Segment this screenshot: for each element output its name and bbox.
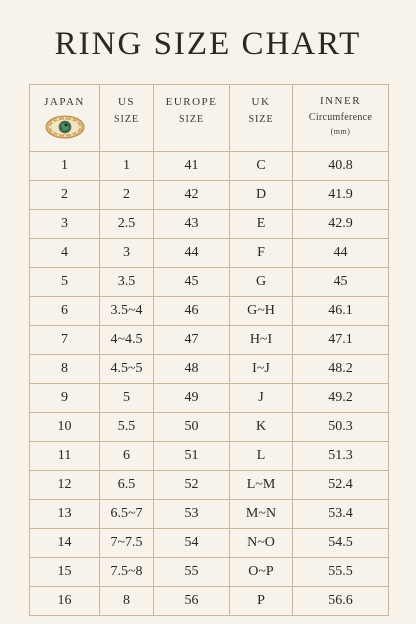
cell-uk: D xyxy=(230,181,293,210)
cell-uk: P xyxy=(230,587,293,616)
cell-japan: 14 xyxy=(30,529,100,558)
cell-inner: 46.1 xyxy=(293,297,389,326)
cell-inner: 47.1 xyxy=(293,326,389,355)
cell-europe: 55 xyxy=(154,558,230,587)
cell-japan: 12 xyxy=(30,471,100,500)
cell-us: 5 xyxy=(100,384,154,413)
cell-inner: 42.9 xyxy=(293,210,389,239)
cell-inner: 41.9 xyxy=(293,181,389,210)
cell-uk: K xyxy=(230,413,293,442)
cell-us: 7.5~8 xyxy=(100,558,154,587)
cell-europe: 49 xyxy=(154,384,230,413)
cell-inner: 49.2 xyxy=(293,384,389,413)
cell-inner: 54.5 xyxy=(293,529,389,558)
cell-inner: 45 xyxy=(293,268,389,297)
table-row xyxy=(30,355,389,384)
cell-uk: N~O xyxy=(230,529,293,558)
header-europe xyxy=(154,85,230,152)
table-row xyxy=(30,442,389,471)
cell-japan: 8 xyxy=(30,355,100,384)
table-row xyxy=(30,210,389,239)
header-japan-label: JAPAN xyxy=(44,96,85,108)
cell-inner: 44 xyxy=(293,239,389,268)
cell-us: 7~7.5 xyxy=(100,529,154,558)
cell-uk: L~M xyxy=(230,471,293,500)
cell-japan: 2 xyxy=(30,181,100,210)
cell-us: 2 xyxy=(100,181,154,210)
cell-inner: 50.3 xyxy=(293,413,389,442)
cell-japan: 9 xyxy=(30,384,100,413)
cell-europe: 47 xyxy=(154,326,230,355)
cell-us: 6.5 xyxy=(100,471,154,500)
cell-us: 4~4.5 xyxy=(100,326,154,355)
header-uk-line1: UK xyxy=(251,96,271,108)
header-inner-line3: (mm) xyxy=(330,127,351,136)
cell-europe: 45 xyxy=(154,268,230,297)
page-title: RING SIZE CHART xyxy=(54,26,362,62)
cell-japan: 10 xyxy=(30,413,100,442)
cell-japan: 16 xyxy=(30,587,100,616)
table-row xyxy=(30,587,389,616)
cell-uk: I~J xyxy=(230,355,293,384)
table-row xyxy=(30,181,389,210)
cell-europe: 48 xyxy=(154,355,230,384)
cell-japan: 1 xyxy=(30,152,100,181)
cell-us: 1 xyxy=(100,152,154,181)
table-row xyxy=(30,558,389,587)
cell-europe: 52 xyxy=(154,471,230,500)
header-us xyxy=(100,85,154,152)
cell-japan: 6 xyxy=(30,297,100,326)
cell-us: 8 xyxy=(100,587,154,616)
table-row xyxy=(30,326,389,355)
header-japan xyxy=(30,85,100,152)
header-europe-line2: SIZE xyxy=(178,114,205,125)
cell-japan: 5 xyxy=(30,268,100,297)
cell-us: 6 xyxy=(100,442,154,471)
cell-japan: 7 xyxy=(30,326,100,355)
eye-ring-icon xyxy=(44,114,86,140)
header-uk xyxy=(230,85,293,152)
cell-europe: 41 xyxy=(154,152,230,181)
table-row xyxy=(30,529,389,558)
cell-japan: 13 xyxy=(30,500,100,529)
cell-inner: 51.3 xyxy=(293,442,389,471)
table-row xyxy=(30,297,389,326)
cell-us: 2.5 xyxy=(100,210,154,239)
cell-japan: 15 xyxy=(30,558,100,587)
header-europe-line1: EUROPE xyxy=(165,96,218,108)
header-inner-line1: INNER xyxy=(319,95,362,107)
cell-uk: G xyxy=(230,268,293,297)
cell-europe: 50 xyxy=(154,413,230,442)
cell-inner: 40.8 xyxy=(293,152,389,181)
cell-us: 4.5~5 xyxy=(100,355,154,384)
table-row xyxy=(30,500,389,529)
cell-japan: 3 xyxy=(30,210,100,239)
cell-us: 5.5 xyxy=(100,413,154,442)
cell-inner: 53.4 xyxy=(293,500,389,529)
table-row xyxy=(30,152,389,181)
header-inner xyxy=(293,85,389,152)
cell-europe: 44 xyxy=(154,239,230,268)
cell-uk: M~N xyxy=(230,500,293,529)
cell-europe: 53 xyxy=(154,500,230,529)
cell-europe: 56 xyxy=(154,587,230,616)
cell-uk: L xyxy=(230,442,293,471)
cell-japan: 11 xyxy=(30,442,100,471)
cell-inner: 55.5 xyxy=(293,558,389,587)
cell-uk: H~I xyxy=(230,326,293,355)
table-row xyxy=(30,413,389,442)
cell-uk: C xyxy=(230,152,293,181)
header-us-line2: SIZE xyxy=(113,114,140,125)
cell-europe: 46 xyxy=(154,297,230,326)
header-inner-line2: Circumference xyxy=(308,112,373,123)
cell-uk: G~H xyxy=(230,297,293,326)
cell-inner: 48.2 xyxy=(293,355,389,384)
ring-size-table xyxy=(29,84,389,616)
cell-us: 3.5 xyxy=(100,268,154,297)
cell-us: 3.5~4 xyxy=(100,297,154,326)
cell-europe: 51 xyxy=(154,442,230,471)
cell-uk: O~P xyxy=(230,558,293,587)
cell-japan: 4 xyxy=(30,239,100,268)
cell-europe: 42 xyxy=(154,181,230,210)
cell-uk: F xyxy=(230,239,293,268)
header-uk-line2: SIZE xyxy=(248,114,274,125)
header-us-line1: US xyxy=(117,96,136,108)
table-row xyxy=(30,239,389,268)
cell-us: 3 xyxy=(100,239,154,268)
cell-us: 6.5~7 xyxy=(100,500,154,529)
cell-inner: 56.6 xyxy=(293,587,389,616)
cell-europe: 54 xyxy=(154,529,230,558)
cell-inner: 52.4 xyxy=(293,471,389,500)
cell-uk: E xyxy=(230,210,293,239)
table-row xyxy=(30,471,389,500)
cell-uk: J xyxy=(230,384,293,413)
header-row xyxy=(30,85,389,152)
table-row xyxy=(30,268,389,297)
cell-europe: 43 xyxy=(154,210,230,239)
table-row xyxy=(30,384,389,413)
